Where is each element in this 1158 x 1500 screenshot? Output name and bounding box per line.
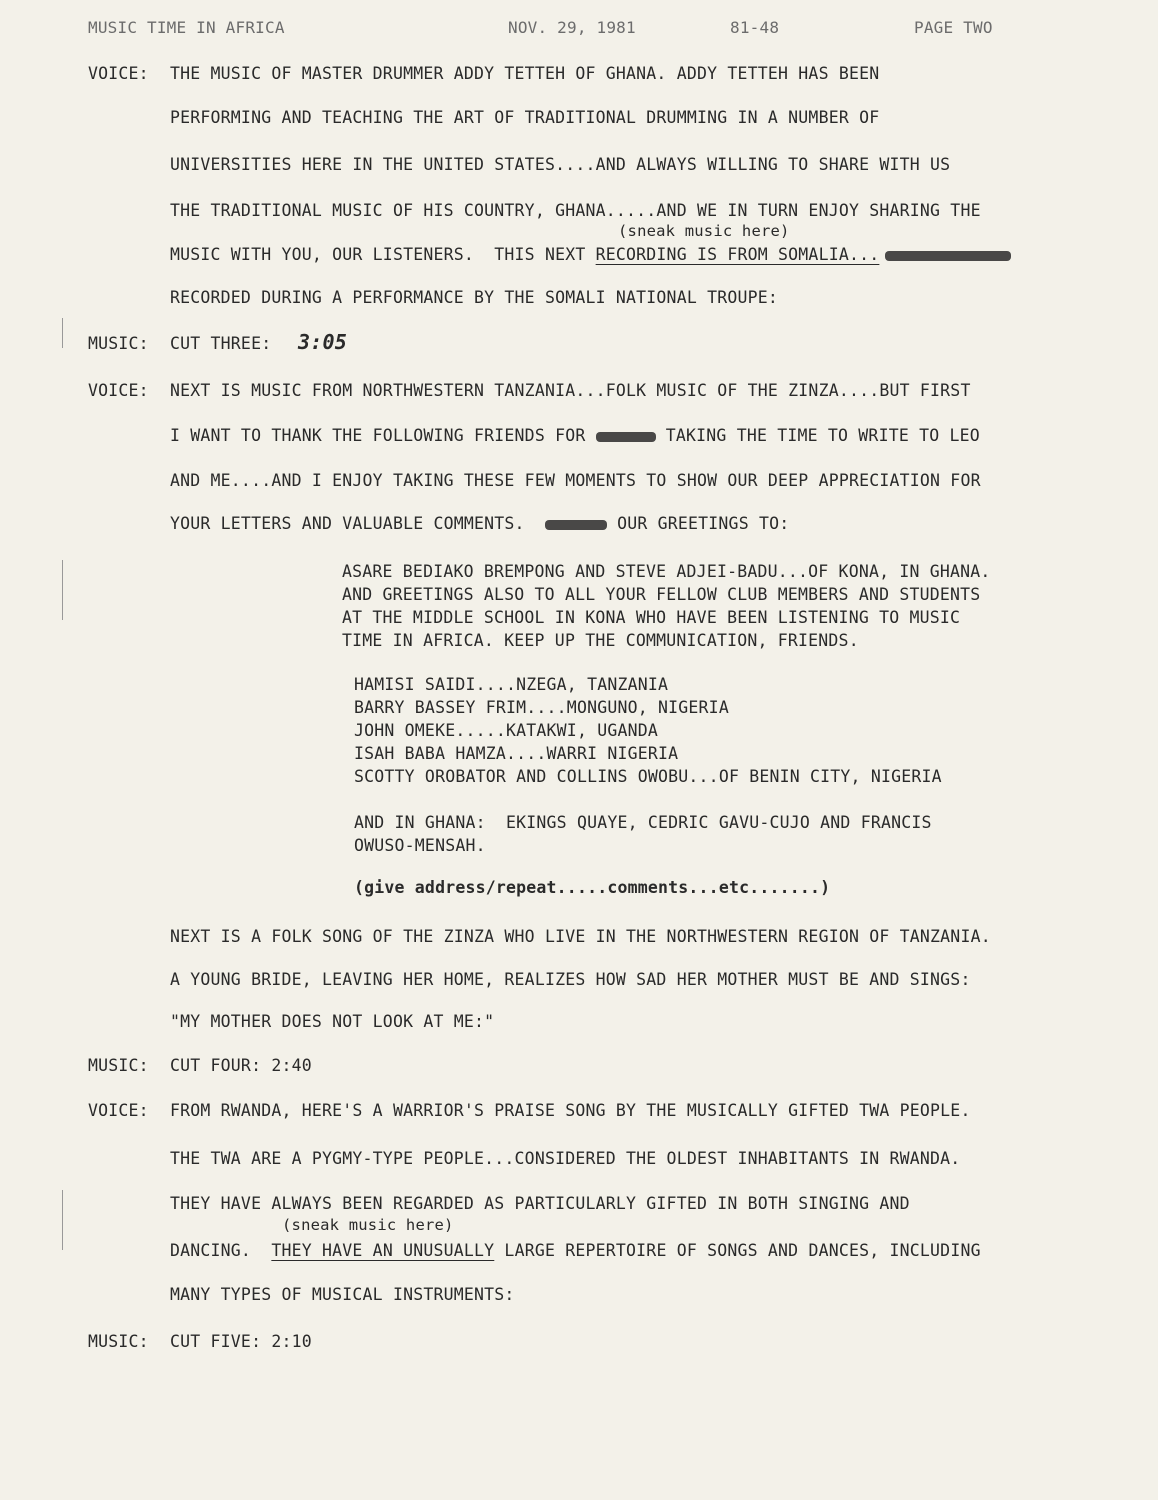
struck-out-text — [545, 520, 607, 530]
underlined-text: THEY HAVE AN UNUSUALLY — [271, 1241, 495, 1260]
music-cue: MUSIC: — [88, 1056, 149, 1075]
greeting-line: OWUSO-MENSAH. — [354, 836, 486, 855]
music-cue: MUSIC: — [88, 334, 149, 353]
script-line: NEXT IS A FOLK SONG OF THE ZINZA WHO LIVE IN THE NORTHWESTERN REGION OF TANZANIA. — [170, 927, 991, 946]
script-line: "MY MOTHER DOES NOT LOOK AT ME:" — [170, 1012, 495, 1031]
listener-name: ISAH BABA HAMZA....WARRI NIGERIA — [354, 744, 679, 763]
program-title: MUSIC TIME IN AFRICA — [88, 18, 285, 37]
listener-name: SCOTTY OROBATOR AND COLLINS OWOBU...OF BENIN CITY, NIGERIA — [354, 767, 942, 786]
handwritten-time: 3:05 — [298, 330, 347, 354]
script-line: RECORDED DURING A PERFORMANCE BY THE SOMALI NATIONAL TROUPE: — [170, 288, 779, 307]
production-note: (give address/repeat.....comments...etc.......) — [354, 878, 831, 897]
cut-label: CUT THREE: — [170, 334, 272, 353]
voice-cue: VOICE: — [88, 64, 149, 83]
script-line: YOUR LETTERS AND VALUABLE COMMENTS. OUR GREETINGS TO: — [170, 514, 790, 533]
script-line: THE MUSIC OF MASTER DRUMMER ADDY TETTEH OF GHANA. ADDY TETTEH HAS BEEN — [170, 64, 880, 83]
cut-label: CUT FOUR: 2:40 — [170, 1056, 312, 1075]
script-line: THEY HAVE ALWAYS BEEN REGARDED AS PARTICULARLY GIFTED IN BOTH SINGING AND — [170, 1194, 910, 1213]
sneak-music-note: (sneak music here) — [618, 222, 790, 240]
program-code: 81-48 — [730, 18, 780, 37]
margin-mark — [62, 560, 63, 620]
listener-name: JOHN OMEKE.....KATAKWI, UGANDA — [354, 721, 659, 740]
underlined-text: RECORDING IS FROM SOMALIA... — [595, 245, 880, 264]
script-line: FROM RWANDA, HERE'S A WARRIOR'S PRAISE SONG BY THE MUSICALLY GIFTED TWA PEOPLE. — [170, 1101, 971, 1120]
sneak-music-note: (sneak music here) — [282, 1216, 454, 1234]
greeting-line: AND GREETINGS ALSO TO ALL YOUR FELLOW CLUB MEMBERS AND STUDENTS — [342, 585, 981, 604]
listener-name: BARRY BASSEY FRIM....MONGUNO, NIGERIA — [354, 698, 729, 717]
script-line: THE TRADITIONAL MUSIC OF HIS COUNTRY, GHANA.....AND WE IN TURN ENJOY SHARING THE — [170, 201, 981, 220]
listener-name: HAMISI SAIDI....NZEGA, TANZANIA — [354, 675, 669, 694]
script-line: DANCING. THEY HAVE AN UNUSUALLY LARGE REPERTOIRE OF SONGS AND DANCES, INCLUDING — [170, 1241, 981, 1260]
margin-mark — [62, 1190, 63, 1250]
script-line: A YOUNG BRIDE, LEAVING HER HOME, REALIZES HOW SAD HER MOTHER MUST BE AND SINGS: — [170, 970, 971, 989]
script-line: MANY TYPES OF MUSICAL INSTRUMENTS: — [170, 1285, 515, 1304]
script-line: I WANT TO THANK THE FOLLOWING FRIENDS FOR TAKING THE TIME TO WRITE TO LEO — [170, 426, 980, 445]
greeting-line: AT THE MIDDLE SCHOOL IN KONA WHO HAVE BEEN LISTENING TO MUSIC — [342, 608, 961, 627]
page-number: PAGE TWO — [914, 18, 993, 37]
greeting-line: ASARE BEDIAKO BREMPONG AND STEVE ADJEI-BADU...OF KONA, IN GHANA. — [342, 562, 991, 581]
margin-mark — [62, 318, 63, 348]
broadcast-date: NOV. 29, 1981 — [508, 18, 636, 37]
struck-out-text — [596, 432, 656, 442]
script-line: PERFORMING AND TEACHING THE ART OF TRADITIONAL DRUMMING IN A NUMBER OF — [170, 108, 880, 127]
cut-label: CUT FIVE: 2:10 — [170, 1332, 312, 1351]
voice-cue: VOICE: — [88, 381, 149, 400]
voice-cue: VOICE: — [88, 1101, 149, 1120]
struck-out-text — [885, 251, 1011, 261]
music-cue: MUSIC: — [88, 1332, 149, 1351]
script-line: THE TWA ARE A PYGMY-TYPE PEOPLE...CONSIDERED THE OLDEST INHABITANTS IN RWANDA. — [170, 1149, 961, 1168]
script-line: NEXT IS MUSIC FROM NORTHWESTERN TANZANIA...FOLK MUSIC OF THE ZINZA....BUT FIRST — [170, 381, 971, 400]
greeting-line: AND IN GHANA: EKINGS QUAYE, CEDRIC GAVU-CUJO AND FRANCIS — [354, 813, 932, 832]
script-line: AND ME....AND I ENJOY TAKING THESE FEW MOMENTS TO SHOW OUR DEEP APPRECIATION FOR — [170, 471, 981, 490]
greeting-line: TIME IN AFRICA. KEEP UP THE COMMUNICATION, FRIENDS. — [342, 631, 859, 650]
script-line: UNIVERSITIES HERE IN THE UNITED STATES....AND ALWAYS WILLING TO SHARE WITH US — [170, 155, 951, 174]
script-line: MUSIC WITH YOU, OUR LISTENERS. THIS NEXT RECORDING IS FROM SOMALIA... — [170, 247, 1011, 264]
